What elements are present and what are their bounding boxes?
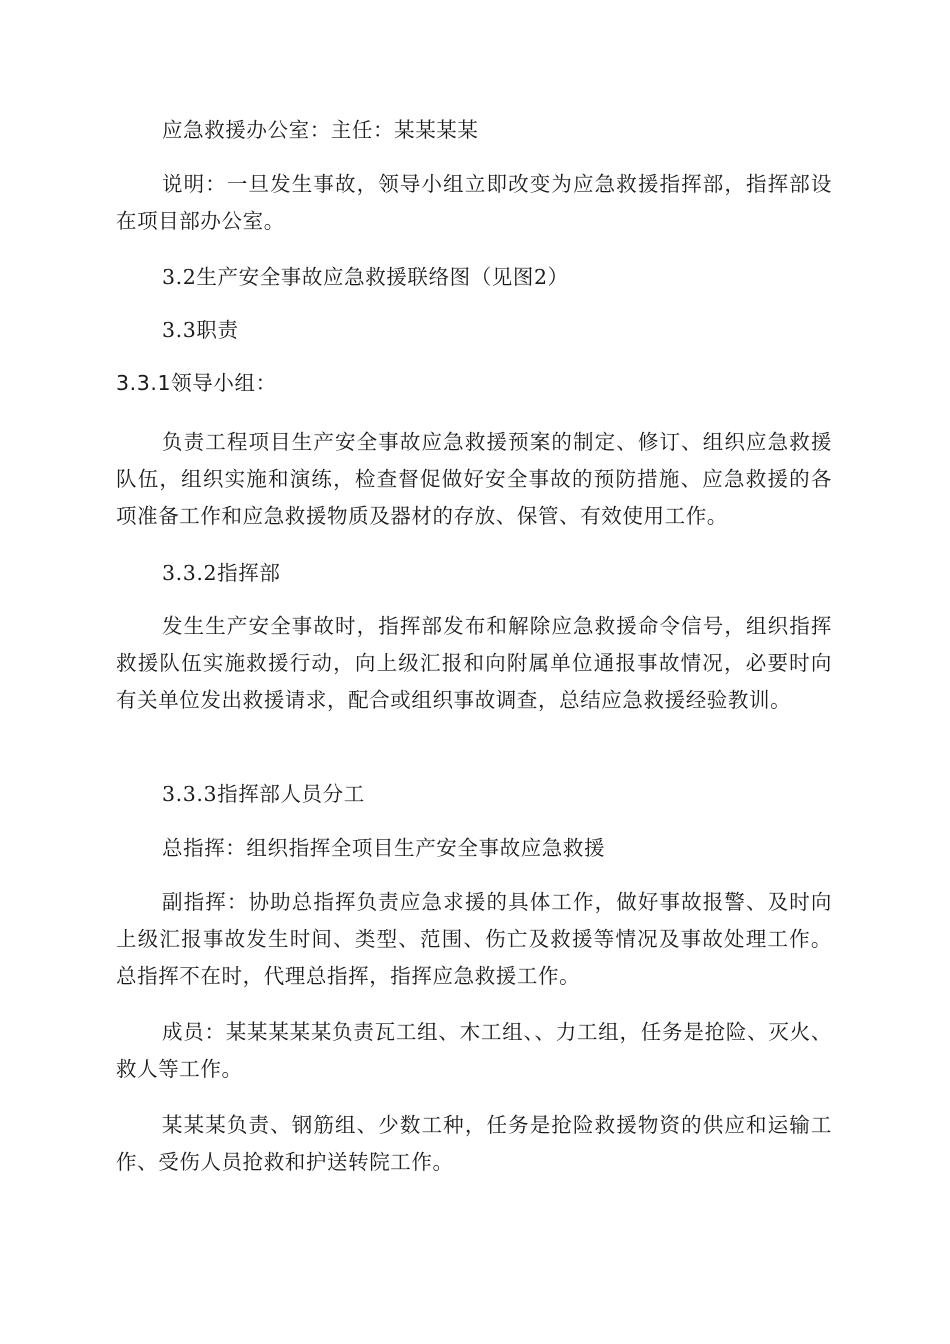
paragraph-emergency-office: 应急救援办公室：主任：某某某某 bbox=[162, 118, 479, 142]
paragraph-deputy-commander: 副指挥：协助总指挥负责应急求援的具体工作，做好事故报警、及时向上级汇报事故发生时间、类型、范围、伤亡及救援等情况及事故处理工作。总指挥不在时，代理总指挥，指挥应急救援工作。 bbox=[116, 890, 832, 988]
paragraph-command-duties: 发生生产安全事故时，指挥部发布和解除应急救援命令信号，组织指挥救援队伍实施救援行动，向上级汇报和向附属单位通报事故情况，必要时向有关单位发出救援请求，配合或组织事故调查，总结应急救援经验教训。 bbox=[116, 614, 832, 712]
heading-3-3-2: 3.3.2指挥部 bbox=[162, 561, 281, 585]
paragraph-note: 说明：一旦发生事故，领导小组立即改变为应急救援指挥部，指挥部设在项目部办公室。 bbox=[116, 172, 832, 233]
paragraph-supply-team: 某某某负责、钢筋组、少数工种，任务是抢险救援物资的供应和运输工作、受伤人员抢救和护送转院工作。 bbox=[116, 1113, 832, 1174]
paragraph-leadership-duties: 负责工程项目生产安全事故应急救援预案的制定、修订、组织应急救援队伍，组织实施和演练，检查督促做好安全事故的预防措施、应急救援的各项准备工作和应急救援物质及器材的存放、保管、有效使用工作。 bbox=[116, 430, 832, 528]
heading-3-2: 3.2生产安全事故应急救援联络图（见图2） bbox=[162, 265, 569, 289]
heading-3-3-1 bbox=[116, 365, 832, 402]
section-number: 3.3.1 bbox=[116, 371, 172, 395]
heading-3-3-1-title: 领导小组： bbox=[171, 371, 277, 395]
heading-3-3: 3.3职责 bbox=[162, 318, 239, 342]
heading-3-3-3: 3.3.3指挥部人员分工 bbox=[162, 782, 365, 806]
paragraph-chief-commander: 总指挥：组织指挥全项目生产安全事故应急救援 bbox=[162, 836, 606, 860]
paragraph-members: 成员：某某某某某负责瓦工组、木工组、、力工组，任务是抢险、灭火、救人等工作。 bbox=[116, 1020, 832, 1081]
